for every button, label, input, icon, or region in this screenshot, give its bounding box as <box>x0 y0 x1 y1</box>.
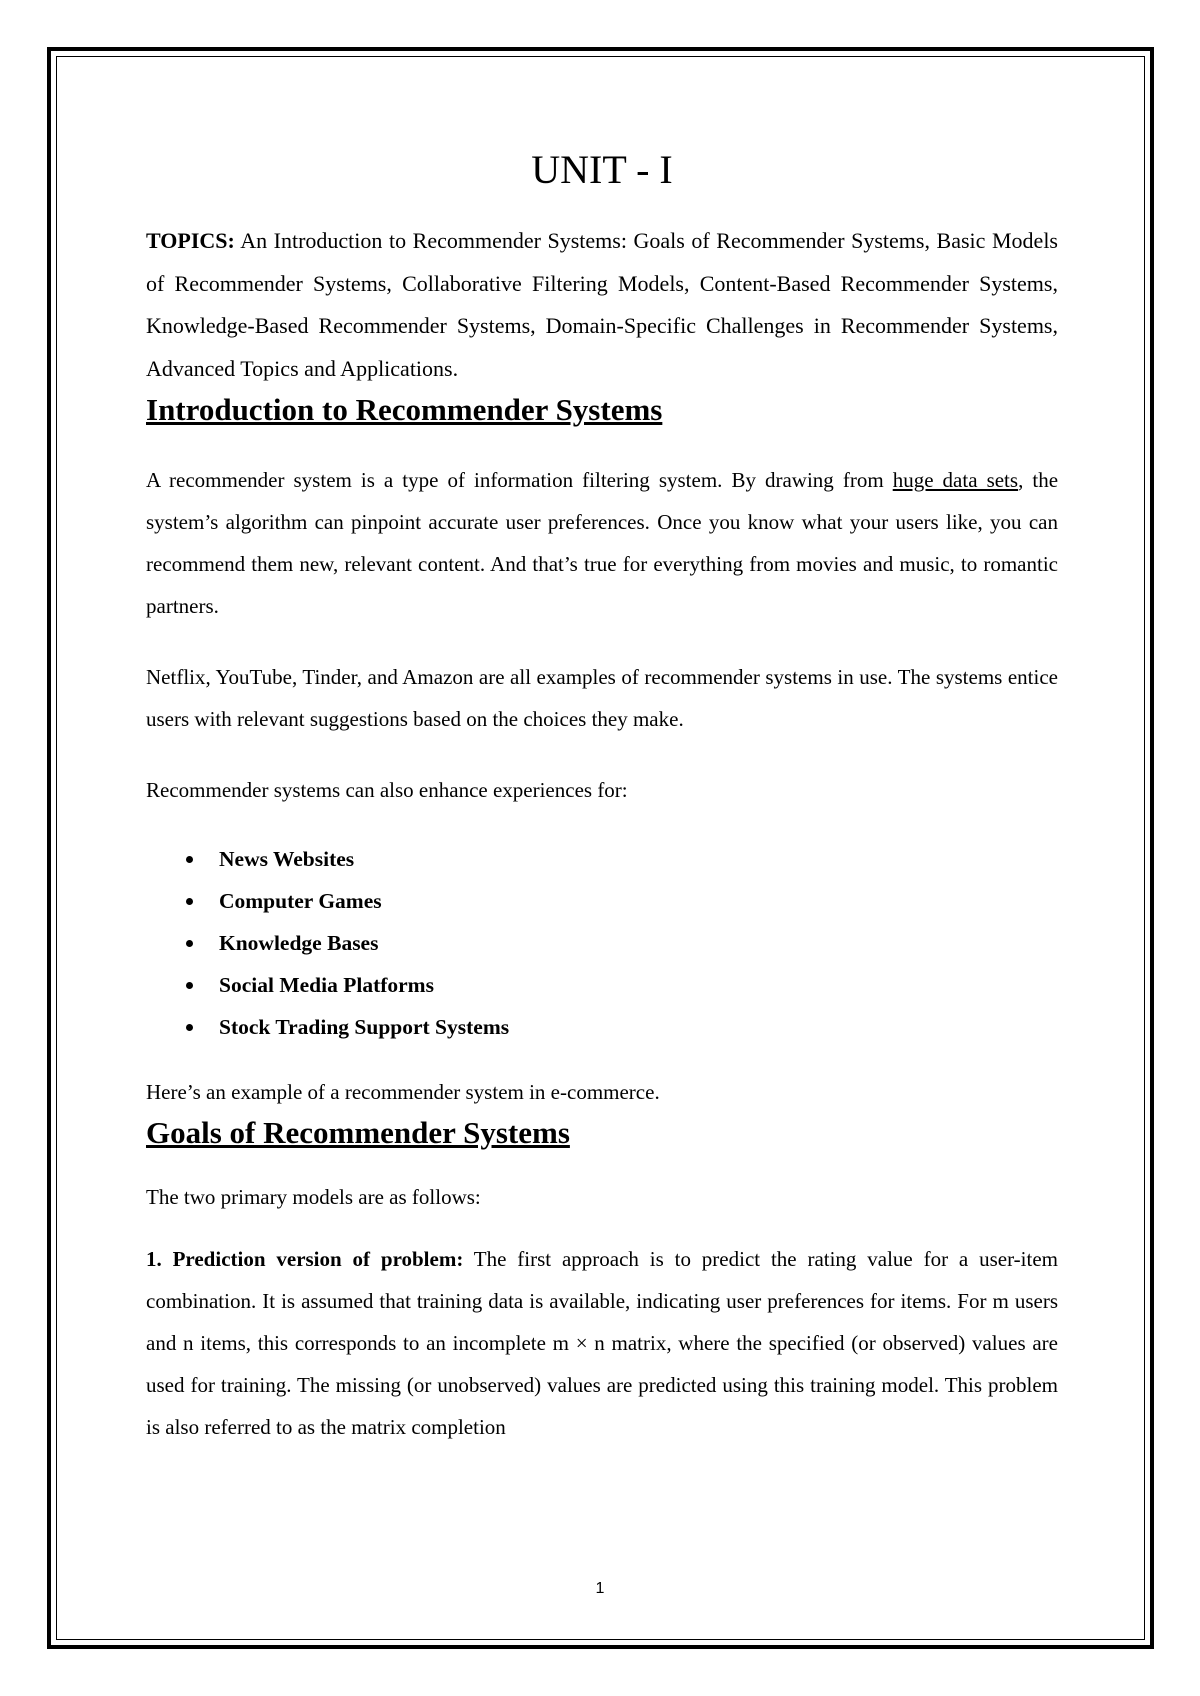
list-item-label: Knowledge Bases <box>219 931 379 955</box>
bullet-icon <box>186 940 193 947</box>
huge-data-sets-link[interactable]: huge data sets <box>892 468 1019 492</box>
prediction-paragraph <box>146 1238 1058 1448</box>
list-item-label: Stock Trading Support Systems <box>219 1015 510 1039</box>
list-item-label: Social Media Platforms <box>219 973 434 997</box>
topics-label: TOPICS: <box>146 228 235 253</box>
page-number: 1 <box>595 1580 605 1597</box>
experience-list <box>146 838 1058 1048</box>
intro-p1-after: , the system’s algorithm can pinpoint accurate user preferences. Once you know what your users like, you can recommend them new, relevant content. And that’s true for everything from movies and music, to romantic partners. <box>146 468 1059 618</box>
goals-heading: Goals of Recommender Systems <box>146 1115 570 1150</box>
example-paragraph: Here’s an example of a recommender system in e-commerce. <box>146 1080 660 1104</box>
topics-paragraph <box>146 220 1058 390</box>
intro-heading: Introduction to Recommender Systems <box>146 392 663 427</box>
document-body <box>146 140 1058 1448</box>
unit-title: UNIT - I <box>531 147 673 192</box>
list-item-label: News Websites <box>219 847 355 871</box>
list-item <box>146 922 1058 964</box>
bullet-icon <box>186 982 193 989</box>
intro-paragraph-3: Recommender systems can also enhance experiences for: <box>146 778 628 802</box>
list-item <box>146 1006 1058 1048</box>
models-intro-paragraph: The two primary models are as follows: <box>146 1185 481 1209</box>
topics-text: An Introduction to Recommender Systems: Goals of Recommender Systems, Basic Models of Recommender Systems, Collaborative Filtering Models, Content-Based Recommender Systems, Knowledge-Based Recommender Systems, Domain-Specific Challenges in Recommender Systems, Advanced Topics and Applications. <box>146 228 1058 381</box>
intro-paragraph-1 <box>146 459 1058 627</box>
list-item <box>146 964 1058 1006</box>
intro-p1-before: A recommender system is a type of information filtering system. By drawing from <box>146 468 893 492</box>
intro-paragraph-2: Netflix, YouTube, Tinder, and Amazon are all examples of recommender systems in use. The systems entice users with relevant suggestions based on the choices they make. <box>146 665 1058 731</box>
prediction-label: 1. Prediction version of problem: <box>146 1247 464 1271</box>
bullet-icon <box>186 1024 193 1031</box>
list-item-label: Computer Games <box>219 889 382 913</box>
list-item <box>146 880 1058 922</box>
bullet-icon <box>186 856 193 863</box>
list-item <box>146 838 1058 880</box>
prediction-text: The first approach is to predict the rating value for a user-item combination. It is assumed that training data is available, indicating user preferences for items. For m users and n items, this corresponds to an incomplete m × n matrix, where the specified (or observed) values are used for training. The missing (or unobserved) values are predicted using this training model. This problem is also referred to as the matrix completion <box>146 1247 1058 1439</box>
bullet-icon <box>186 898 193 905</box>
